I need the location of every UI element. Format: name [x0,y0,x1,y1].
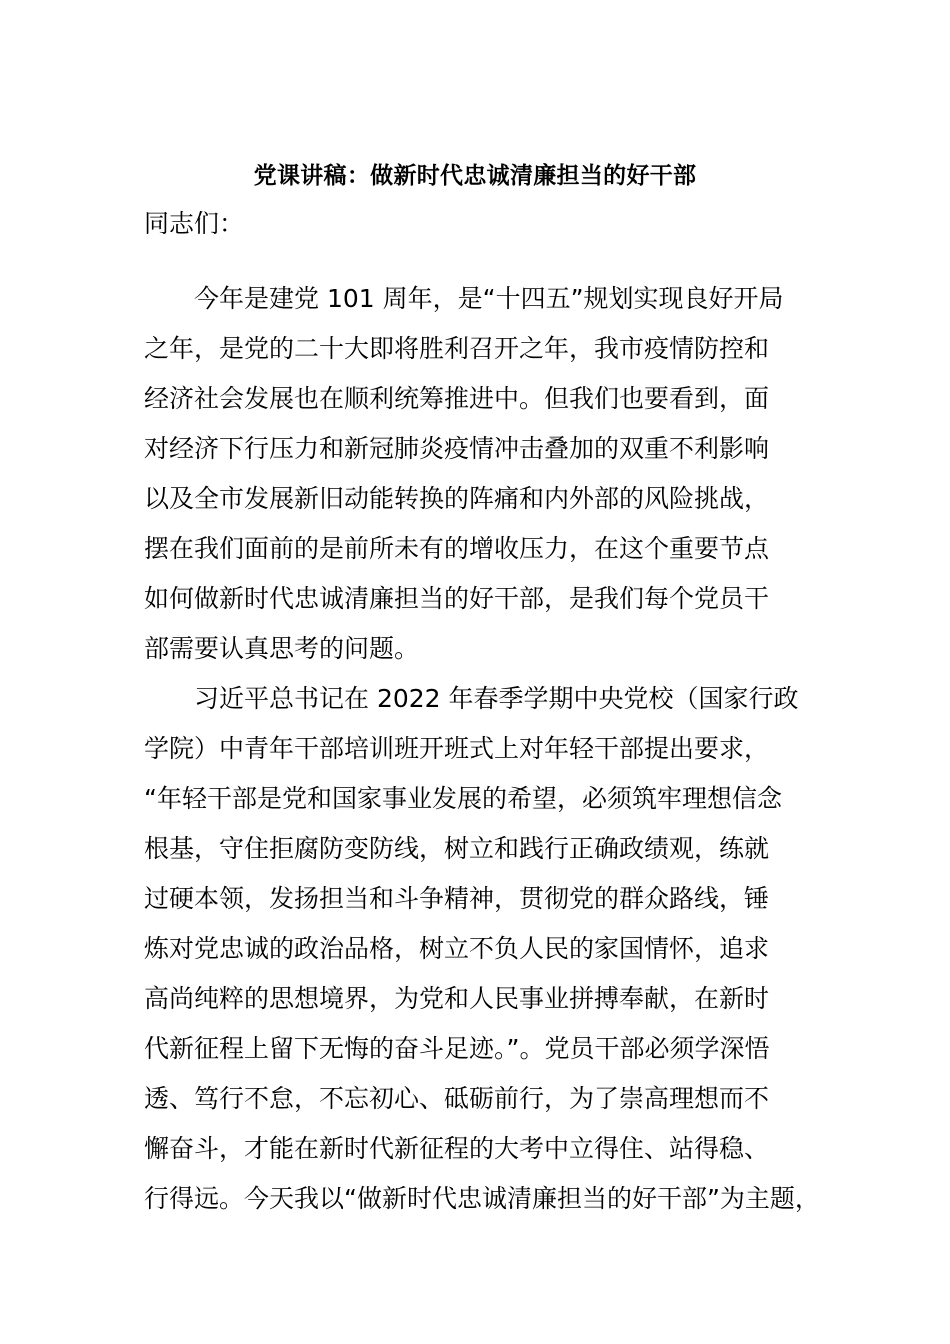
paragraph-1-line-1: 今年是建党 101 周年，是“十四五”规划实现良好开局 [194,284,784,313]
paragraph-2-line-3: “年轻干部是党和国家事业发展的希望，必须筑牢理想信念 [144,784,782,813]
paragraph-1-line-6: 摆在我们面前的是前所未有的增收压力，在这个重要节点 [144,534,770,563]
paragraph-2-line-11: 行得远。今天我以“做新时代忠诚清廉担当的好干部”为主题， [144,1184,820,1213]
paragraph-2-line-7: 高尚纯粹的思想境界，为党和人民事业拼搏奉献，在新时 [144,984,770,1013]
paragraph-2-line-1: 习近平总书记在 2022 年春季学期中央党校（国家行政 [194,684,799,713]
paragraph-1-line-3: 经济社会发展也在顺利统筹推进中。但我们也要看到，面 [144,384,770,413]
paragraph-1-line-5: 以及全市发展新旧动能转换的阵痛和内外部的风险挑战， [144,484,770,513]
document-title: 党课讲稿：做新时代忠诚清廉担当的好干部 [253,163,697,189]
paragraph-2-line-2: 学院）中青年干部培训班开班式上对年轻干部提出要求， [144,734,770,763]
paragraph-2-line-8: 代新征程上留下无悔的奋斗足迹。”。党员干部必须学深悟 [144,1034,770,1063]
paragraph-1-line-4: 对经济下行压力和新冠肺炎疫情冲击叠加的双重不利影响 [144,434,770,463]
paragraph-1-line-2: 之年，是党的二十大即将胜利召开之年，我市疫情防控和 [144,334,770,363]
paragraph-2-line-5: 过硬本领，发扬担当和斗争精神，贯彻党的群众路线，锤 [144,884,770,913]
paragraph-1-line-8: 部需要认真思考的问题。 [144,634,420,663]
paragraph-2-line-6: 炼对党忠诚的政治品格，树立不负人民的家国情怀，追求 [144,934,770,963]
paragraph-2-line-10: 懈奋斗，才能在新时代新征程的大考中立得住、站得稳、 [144,1134,770,1163]
paragraph-2-line-4: 根基，守住拒腐防变防线，树立和践行正确政绩观，练就 [144,834,770,863]
paragraph-1-line-7: 如何做新时代忠诚清廉担当的好干部，是我们每个党员干 [144,584,770,613]
paragraph-2-line-9: 透、笃行不怠，不忘初心、砥砺前行，为了崇高理想而不 [144,1084,770,1113]
greeting: 同志们： [144,209,245,238]
